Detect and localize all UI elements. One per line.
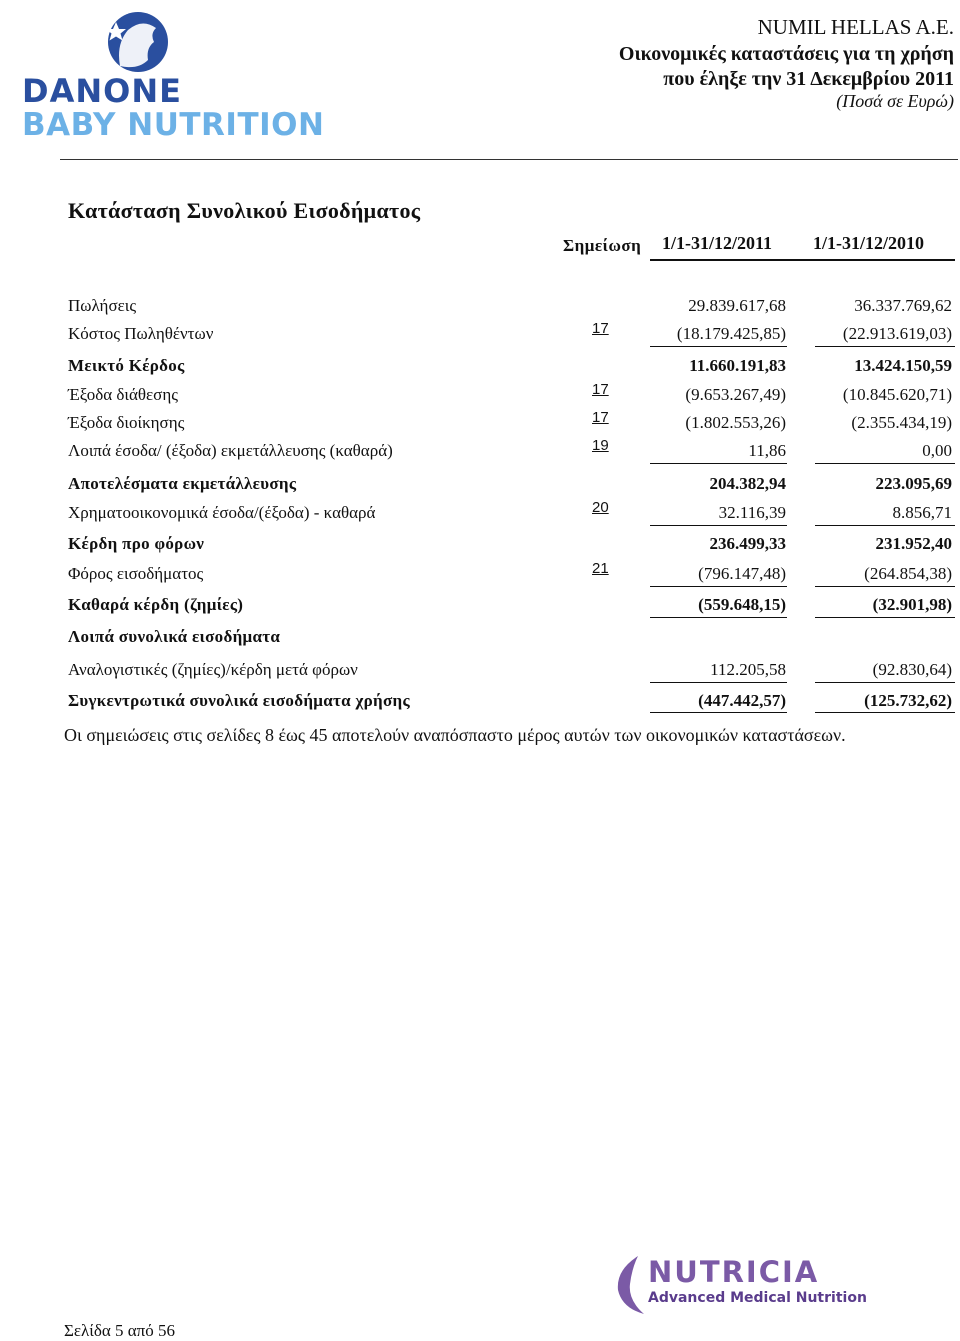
document-title-line2: που έληξε την 31 Δεκεμβρίου 2011 — [663, 68, 954, 90]
company-name: NUMIL HELLAS A.E. — [757, 15, 954, 39]
subtotal-rule — [815, 682, 955, 683]
nutricia-wordmark: NUTRICIA — [648, 1255, 820, 1289]
row-operating-result — [0, 474, 960, 496]
row-finance-income — [0, 499, 960, 525]
value-2011: 204.382,94 — [709, 474, 786, 493]
value-2010: (10.845.620,71) — [842, 385, 952, 404]
value-2010: 231.952,40 — [875, 534, 952, 553]
row-gross-profit — [0, 356, 960, 378]
column-header-rule — [650, 259, 955, 261]
row-total-comprehensive-income — [0, 691, 960, 713]
value-2011: 11,86 — [748, 441, 786, 460]
row-label: Καθαρά κέρδη (ζημίες) — [68, 595, 244, 614]
column-header-2011: 1/1-31/12/2011 — [662, 233, 773, 253]
page-number: Σελίδα 5 από 56 — [64, 1321, 176, 1340]
column-header-2010: 1/1-31/12/2010 — [813, 233, 924, 253]
total-rule — [650, 712, 787, 713]
value-2011: (18.179.425,85) — [676, 324, 786, 343]
value-2010: (125.732,62) — [864, 691, 952, 710]
document-title-line1: Οικονομικές καταστάσεις για τη χρήση — [618, 43, 954, 65]
row-administrative-expenses — [0, 409, 960, 435]
note-ref[interactable]: 19 — [592, 437, 609, 454]
value-2011: (1.802.553,26) — [685, 413, 786, 432]
subtotal-rule — [815, 346, 955, 347]
note-ref[interactable]: 17 — [592, 409, 609, 426]
row-label: Κόστος Πωληθέντων — [68, 324, 214, 343]
total-rule — [815, 617, 955, 618]
value-2011: 112.205,58 — [710, 660, 786, 679]
value-2010: (32.901,98) — [872, 595, 952, 614]
danone-subtitle: BABY NUTRITION — [22, 107, 325, 143]
row-label: Συγκεντρωτικά συνολικά εισοδήματα χρήσης — [68, 691, 410, 710]
value-2010: (22.913.619,03) — [842, 324, 952, 343]
value-2010: 13.424.150,59 — [854, 356, 952, 375]
value-2011: 29.839.617,68 — [688, 296, 786, 315]
row-label: Έξοδα διοίκησης — [68, 413, 185, 432]
value-2011: 236.499,33 — [709, 534, 786, 553]
value-2010: (92.830,64) — [872, 660, 952, 679]
total-rule — [650, 617, 787, 618]
row-label: Φόρος εισοδήματος — [68, 564, 204, 583]
row-label: Πωλήσεις — [68, 296, 137, 315]
statement-footnote: Οι σημειώσεις στις σελίδες 8 έως 45 αποτελούν αναπόσπαστο μέρος αυτών των οικονομικών καταστάσεων. — [64, 725, 846, 745]
row-label: Έξοδα διάθεσης — [68, 385, 178, 404]
row-actuarial-gains — [0, 660, 960, 682]
currency-note: (Ποσά σε Ευρώ) — [836, 91, 954, 111]
row-label: Αναλογιστικές (ζημίες)/κέρδη μετά φόρων — [68, 660, 358, 679]
value-2011: (559.648,15) — [698, 595, 786, 614]
subtotal-rule — [815, 463, 955, 464]
row-label: Λοιπά έσοδα/ (έξοδα) εκμετάλλευσης (καθαρά) — [68, 441, 393, 460]
subtotal-rule — [650, 346, 787, 347]
note-ref[interactable]: 17 — [592, 381, 609, 398]
value-2010: (2.355.434,19) — [851, 413, 952, 432]
subtotal-rule — [650, 525, 787, 526]
subtotal-rule — [650, 682, 787, 683]
note-column-header: Σημείωση — [563, 236, 642, 255]
note-ref[interactable]: 21 — [592, 560, 609, 577]
value-2011: 32.116,39 — [718, 503, 786, 522]
total-rule — [815, 712, 955, 713]
row-label: Λοιπά συνολικά εισοδήματα — [68, 627, 281, 646]
row-label: Κέρδη προ φόρων — [68, 534, 205, 553]
nutricia-subtitle: Advanced Medical Nutrition — [648, 1290, 867, 1306]
header-divider — [60, 159, 958, 160]
row-profit-before-tax — [0, 534, 960, 556]
statement-title: Κατάσταση Συνολικού Εισοδήματος — [68, 198, 421, 223]
row-label: Αποτελέσματα εκμετάλλευσης — [68, 474, 297, 493]
row-label: Μεικτό Κέρδος — [68, 356, 185, 375]
subtotal-rule — [650, 463, 787, 464]
row-cost-of-sales — [0, 320, 960, 346]
note-ref[interactable]: 20 — [592, 499, 609, 516]
row-income-tax — [0, 560, 960, 586]
value-2010: 36.337.769,62 — [854, 296, 952, 315]
value-2010: 0,00 — [922, 441, 952, 460]
value-2010: (264.854,38) — [864, 564, 952, 583]
nutricia-swoosh-icon — [618, 1256, 644, 1314]
row-label: Χρηματοοικονομικά έσοδα/(έξοδα) - καθαρά — [68, 503, 376, 522]
danone-wordmark: DANONE — [22, 72, 182, 110]
value-2010: 223.095,69 — [875, 474, 952, 493]
subtotal-rule — [815, 525, 955, 526]
row-other-operating-income — [0, 437, 960, 463]
value-2010: 8.856,71 — [892, 503, 952, 522]
row-other-comprehensive-income — [0, 627, 960, 649]
value-2011: 11.660.191,83 — [689, 356, 786, 375]
value-2011: (447.442,57) — [698, 691, 786, 710]
subtotal-rule — [650, 586, 787, 587]
note-ref[interactable]: 17 — [592, 320, 609, 337]
row-distribution-expenses — [0, 381, 960, 407]
value-2011: (796.147,48) — [698, 564, 786, 583]
row-sales — [0, 296, 960, 318]
subtotal-rule — [815, 586, 955, 587]
row-net-profit — [0, 595, 960, 617]
value-2011: (9.653.267,49) — [685, 385, 786, 404]
